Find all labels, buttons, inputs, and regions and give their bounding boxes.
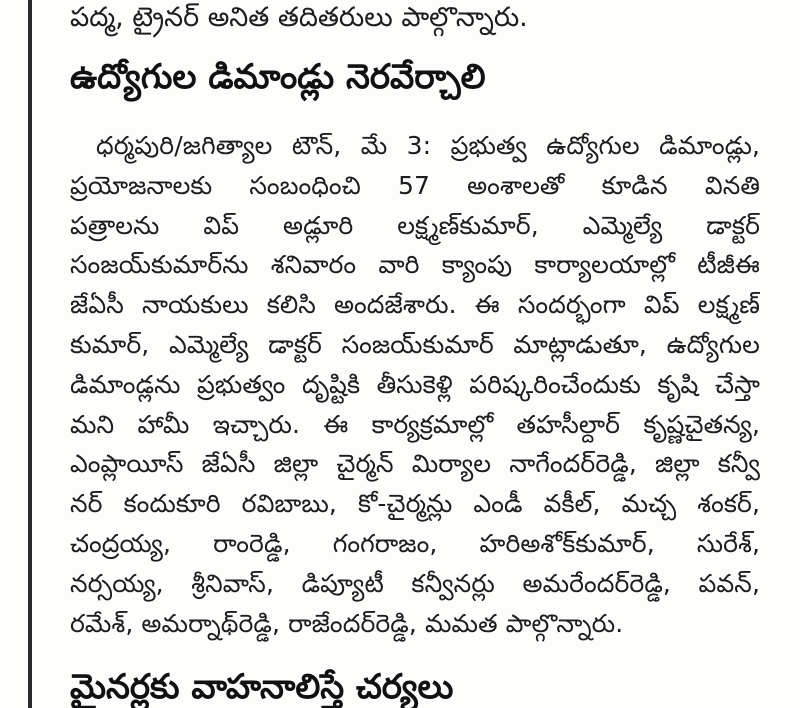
previous-article-last-line: పద్మ, ట్రైనర్ అనిత తదితరులు పాల్గొన్నారు. <box>70 2 528 33</box>
body-line: ప్రయోజనాలకు సంబంధించి 57 అంశాలతో కూడిన వినతి <box>70 170 760 200</box>
next-article-headline: మైనర్లకు వాహనాలిస్తే చర్యలు <box>70 667 454 707</box>
body-line: ధర్మపురి/జగిత్యాల టౌన్, మే 3: ప్రభుత్వ ఉద్యోగుల డిమాండ్లు, <box>96 131 760 160</box>
column-divider <box>28 0 32 708</box>
article-column <box>70 0 760 708</box>
body-line: మని హామీ ఇచ్చారు. ఈ కార్యక్రమాల్లో తహసీల్దార్ కృష్ణచైతన్య, <box>70 409 760 439</box>
article-body <box>70 126 760 643</box>
body-line: చంద్రయ్య, రాంరెడ్డి, గంగరాజం, హరిఅశోక్‌కుమార్, సురేశ్, <box>70 528 760 558</box>
body-line: డిమాండ్లను ప్రభుత్వం దృష్టికి తీసుకెళ్లి పరిష్కరించేందుకు కృషి చేస్తా <box>70 369 760 399</box>
body-line: నర్ కందుకూరి రవిబాబు, కో-చైర్మన్లు ఎండీ వకీల్, మచ్చ శంకర్, <box>70 489 760 519</box>
body-line: పత్రాలను విప్ అడ్లూరి లక్ష్మణ్‌కుమార్, ఎమ్మెల్యే డాక్టర్ <box>70 210 760 240</box>
body-line: ఎంప్లాయీస్ జేఏసీ జిల్లా చైర్మన్ మిర్యాల నాగేందర్‌రెడ్డి, జిల్లా కన్వీ <box>70 449 760 479</box>
body-line: నర్సయ్య, శ్రీనివాస్, డిప్యూటీ కన్వీనర్లు అమరేందర్‌రెడ్డి, పవన్, <box>70 568 760 598</box>
article-headline: ఉద్యోగుల డిమాండ్లు నెరవేర్చాలి <box>70 57 486 97</box>
body-line: సంజయ్‌కుమార్‌ను శనివారం వారి క్యాంపు కార్యాలయాల్లో టీజీఈ <box>70 250 760 280</box>
body-line: కుమార్, ఎమ్మెల్యే డాక్టర్ సంజయ్‌కుమార్ మాట్లాడుతూ, ఉద్యోగుల <box>70 329 760 359</box>
body-line: రమేశ్, అమర్నాథ్‌రెడ్డి, రాజేందర్‌రెడ్డి, మమత పాల్గొన్నారు. <box>70 608 624 638</box>
body-line: జేఏసీ నాయకులు కలిసి అందజేశారు. ఈ సందర్భంగా విప్ లక్ష్మణ్ <box>70 290 760 320</box>
